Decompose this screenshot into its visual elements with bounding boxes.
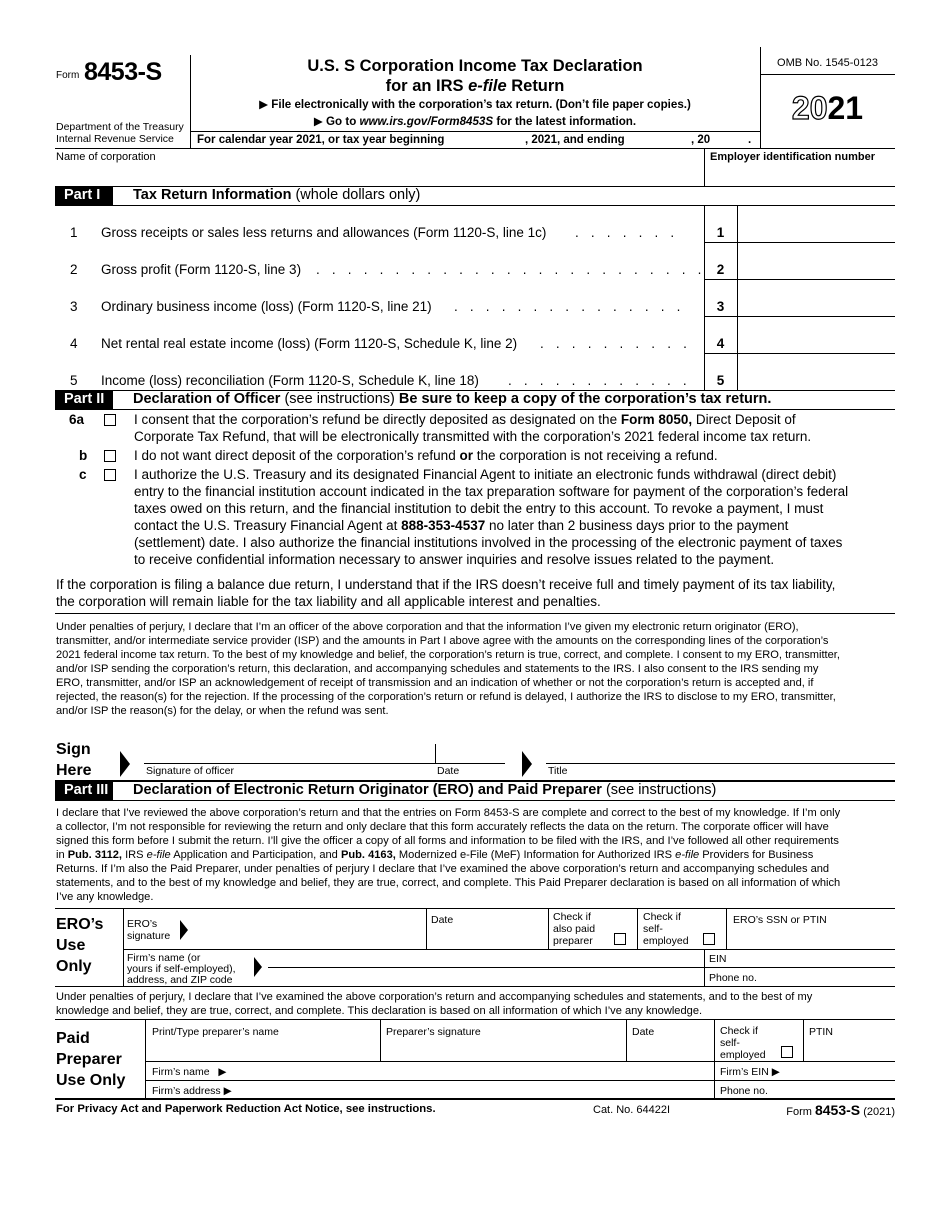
line-4-box: 4 bbox=[716, 336, 725, 351]
line-6a-text-2: Corporate Tax Refund, that will be electronically transmitted with the corporation’s 2021 federal income tax return. bbox=[134, 429, 812, 444]
line-6c-text-4: contact the U.S. Treasury Financial Agent at 888-353-4537 no later than 2 business days prior to the payment bbox=[134, 518, 789, 533]
corporation-name-field[interactable] bbox=[56, 164, 702, 186]
line-6c-label: c bbox=[79, 467, 87, 482]
perjury-officer-3: 2021 federal income tax return. To the best of my knowledge and belief, the corporation’s return is true, correct, and complete. I consent to my ERO, transmitter, bbox=[56, 649, 840, 661]
preparer-self-employed-checkbox[interactable] bbox=[781, 1046, 793, 1058]
ero-check-self-employed-1: Check if bbox=[643, 911, 681, 923]
line-6c-text-1: I authorize the U.S. Treasury and its designated Financial Agent to initiate an electronic funds withdrawal (direct debit) bbox=[134, 467, 837, 482]
preparer-check-self-employed-2: self- bbox=[720, 1037, 740, 1049]
preparer-check-self-employed-3: employed bbox=[720, 1049, 766, 1061]
ero-declaration-5: Returns. If I’m also the Paid Preparer, under penalties of perjury I declare that I’ve examined the above corporation’s return and accompanying schedules and bbox=[56, 863, 830, 875]
officer-date-field[interactable] bbox=[437, 744, 503, 763]
footer-form-id: Form 8453-S (2021) bbox=[786, 1102, 895, 1118]
line-2-amount[interactable] bbox=[740, 260, 892, 278]
catalog-number: Cat. No. 64422I bbox=[593, 1104, 671, 1116]
perjury-officer-6: rejected, the reason(s) for the rejection. If the processing of the corporation’s return or refund is delayed, I authorize the IRS to disclose to my ERO, transmitter, bbox=[56, 691, 836, 703]
firms-ein-field[interactable] bbox=[790, 1063, 893, 1079]
perjury-officer-5: ERO, transmitter, and/or ISP an acknowledgement of receipt of transmission and an indication of whether or not the corporation’s return is accepted and, if bbox=[56, 677, 814, 689]
ero-check-paid-preparer-1: Check if bbox=[553, 911, 591, 923]
perjury-officer-1: Under penalties of perjury, I declare that I’m an officer of the above corporation and that the information I’ve given my electronic return originator (ERO), bbox=[56, 621, 799, 633]
preparer-ptin-label: PTIN bbox=[809, 1026, 833, 1038]
perjury-preparer-2: knowledge and belief, they are true, correct, and complete. This declaration is based on all information of which I’ve any knowledge. bbox=[56, 1005, 703, 1017]
line-2-label: Gross profit (Form 1120-S, line 3) bbox=[101, 262, 302, 277]
ero-declaration-3: signed this form before I submit the return. I’ll give the officer a copy of all forms and information to be filed with the IRS, and I’ve followed all other requirements bbox=[56, 835, 839, 847]
firms-name-field[interactable] bbox=[220, 1063, 712, 1079]
ero-ein-label: EIN bbox=[709, 953, 727, 965]
title-arrow bbox=[522, 751, 532, 777]
part-1-title: Tax Return Information (whole dollars only) bbox=[133, 187, 421, 203]
ero-signature-label-1: ERO’s bbox=[127, 918, 158, 930]
ein-field[interactable] bbox=[706, 164, 895, 186]
line-3-box: 3 bbox=[716, 299, 725, 314]
officer-title-label: Title bbox=[548, 765, 568, 777]
omb-number: OMB No. 1545-0123 bbox=[777, 57, 878, 69]
ein-label: Employer identification number bbox=[710, 151, 876, 163]
preparer-signature-field[interactable] bbox=[382, 1040, 624, 1060]
checkbox-6b[interactable] bbox=[104, 450, 116, 462]
line-6c-text-3: taxes owed on this return, and the financial institution to debit the entry to this account. To revoke a payment, I must bbox=[134, 501, 824, 516]
line-6c-text-2: entry to the financial institution account indicated in the tax preparation software for payment of the corporation’s federal bbox=[134, 484, 849, 499]
calendar-year-label: For calendar year 2021, or tax year beginning bbox=[197, 134, 445, 146]
ero-self-employed-checkbox[interactable] bbox=[703, 933, 715, 945]
ero-check-paid-preparer-2: also paid bbox=[553, 923, 596, 935]
ero-firm-label-3: address, and ZIP code bbox=[127, 974, 233, 986]
instruction-1: ▶ File electronically with the corporation’s tax return. (Don’t file paper copies.) bbox=[259, 98, 691, 111]
part-2-tag: Part II bbox=[55, 390, 113, 409]
ero-declaration-4: in Pub. 3112, IRS e-file Application and Participation, and Pub. 4163, Modernized e-File (MeF) Information for Authorized IRS e-file Providers for Business bbox=[56, 849, 814, 861]
ero-signature-field[interactable] bbox=[194, 910, 424, 947]
form-number: 8453-S bbox=[84, 58, 162, 86]
line-6a-label: 6a bbox=[69, 412, 85, 427]
paid-preparer-3: Use Only bbox=[56, 1072, 126, 1089]
line-6a-text-1: I consent that the corporation’s refund be directly deposited as designated on the Form 8050, Direct Deposit of bbox=[134, 412, 796, 427]
part-3-title: Declaration of Electronic Return Originator (ERO) and Paid Preparer (see instructions) bbox=[133, 782, 717, 798]
line-5-number: 5 bbox=[70, 373, 78, 388]
sign-here-arrow bbox=[120, 751, 130, 777]
form-label: Form bbox=[56, 70, 80, 81]
line-1-number: 1 bbox=[70, 225, 78, 240]
ero-firm-name-field[interactable] bbox=[268, 951, 702, 966]
perjury-officer-4: and/or ISP sending the corporation’s return, this declaration, and accompanying schedules and statements to the IRS. I also consent to the IRS sending my bbox=[56, 663, 819, 675]
form-title-1: U.S. S Corporation Income Tax Declaration bbox=[307, 57, 643, 75]
ero-firm-arrow bbox=[254, 957, 262, 977]
checkbox-6a[interactable] bbox=[104, 414, 116, 426]
perjury-preparer-1: Under penalties of perjury, I declare that I’ve examined the above corporation’s return and accompanying schedules and statements, and to the best of my bbox=[56, 991, 813, 1003]
ero-phone-label: Phone no. bbox=[709, 972, 757, 984]
firms-address-field[interactable] bbox=[236, 1082, 712, 1097]
officer-title-field[interactable] bbox=[546, 744, 895, 763]
line-4-amount[interactable] bbox=[740, 334, 892, 352]
ero-signature-arrow bbox=[180, 920, 188, 940]
checkbox-6c[interactable] bbox=[104, 469, 116, 481]
line-4-label: Net rental real estate income (loss) (Form 1120-S, Schedule K, line 2) bbox=[101, 336, 518, 351]
ero-firm-address-field[interactable] bbox=[268, 969, 702, 985]
preparer-phone-field[interactable] bbox=[770, 1082, 893, 1097]
dept-treasury: Department of the Treasury bbox=[56, 121, 184, 133]
preparer-name-field[interactable] bbox=[148, 1040, 376, 1060]
firms-ein-label: Firm’s EIN ▶ bbox=[720, 1066, 780, 1078]
ero-phone-field[interactable] bbox=[760, 969, 893, 985]
line-5-box: 5 bbox=[716, 373, 725, 388]
preparer-signature-label: Preparer’s signature bbox=[386, 1026, 481, 1038]
privacy-notice: For Privacy Act and Paperwork Reduction Act Notice, see instructions. bbox=[56, 1103, 436, 1115]
line-6c-text-6: to receive confidential information necessary to answer inquiries and resolve issues related to the payment. bbox=[134, 552, 775, 567]
ero-check-self-employed-3: employed bbox=[643, 935, 689, 947]
ero-firm-label-2: yours if self-employed), bbox=[127, 963, 236, 975]
officer-signature-field[interactable] bbox=[144, 744, 432, 763]
paid-preparer-2: Preparer bbox=[56, 1051, 122, 1068]
corporation-name-label: Name of corporation bbox=[56, 151, 156, 163]
perjury-officer-2: transmitter, and/or intermediate service provider (ISP) and the amounts in Part I above agree with the amounts on the corresponding lines of the corporation’s bbox=[56, 635, 829, 647]
preparer-date-label: Date bbox=[632, 1026, 655, 1038]
line-6c-text-5: (settlement) date. I also authorize the financial institutions involved in the processing of the electronic payment of taxes bbox=[134, 535, 843, 550]
line-2-box: 2 bbox=[716, 262, 725, 277]
line-6b-text: I do not want direct deposit of the corporation’s refund or the corporation is not receiving a refund. bbox=[134, 448, 718, 463]
part-1-tag: Part I bbox=[55, 186, 113, 205]
preparer-name-label: Print/Type preparer’s name bbox=[152, 1026, 279, 1038]
ero-paid-preparer-checkbox[interactable] bbox=[614, 933, 626, 945]
preparer-check-self-employed-1: Check if bbox=[720, 1025, 758, 1037]
line-1-box: 1 bbox=[716, 225, 725, 240]
line-3-label: Ordinary business income (loss) (Form 1120-S, line 21) bbox=[101, 299, 432, 314]
ero-ssn-ptin-label: ERO’s SSN or PTIN bbox=[733, 914, 827, 926]
ero-date-field[interactable] bbox=[428, 926, 546, 947]
signature-of-officer-label: Signature of officer bbox=[146, 765, 234, 777]
instruction-2: ▶ Go to www.irs.gov/Form8453S for the latest information. bbox=[313, 115, 637, 128]
line-3-amount[interactable] bbox=[740, 297, 892, 315]
ero-firm-label-1: Firm’s name (or bbox=[127, 952, 201, 964]
line-5-amount[interactable] bbox=[740, 371, 892, 389]
calendar-year-ending: , 2021, and ending bbox=[525, 134, 625, 146]
balance-due-text-1: If the corporation is filing a balance due return, I understand that if the IRS doesn’t receive full and timely payment of its tax liability, bbox=[56, 577, 836, 592]
line-6b-label: b bbox=[79, 448, 88, 463]
ero-use-only-3: Only bbox=[56, 958, 92, 975]
tax-year: 2021 bbox=[791, 90, 864, 126]
line-4-number: 4 bbox=[70, 336, 78, 351]
line-1-label: Gross receipts or sales less returns and allowances (Form 1120-S, line 1c) bbox=[101, 225, 547, 240]
ero-check-self-employed-2: self- bbox=[643, 923, 663, 935]
part-2-title: Declaration of Officer (see instructions) Be sure to keep a copy of the corporation’s tax return. bbox=[133, 391, 772, 407]
here-label: Here bbox=[56, 762, 92, 779]
line-1-amount[interactable] bbox=[740, 223, 892, 241]
preparer-date-field[interactable] bbox=[628, 1040, 712, 1060]
ero-ein-field[interactable] bbox=[730, 951, 893, 966]
preparer-ptin-field[interactable] bbox=[805, 1040, 893, 1060]
firms-address-label: Firm’s address ▶ bbox=[152, 1085, 232, 1097]
irs-label: Internal Revenue Service bbox=[56, 133, 174, 145]
ero-declaration-2: a collector, I’m not responsible for reviewing the return and only declare that this form accurately reflects the data on the return. The corporate officer will have bbox=[56, 821, 829, 833]
line-5-label: Income (loss) reconciliation (Form 1120-S, Schedule K, line 18) bbox=[101, 373, 479, 388]
ero-use-only-1: ERO’s bbox=[56, 916, 104, 933]
ero-declaration-1: I declare that I’ve reviewed the above corporation’s return and that the entries on Form 8453-S are complete and correct to the best of my knowledge. If I’m only bbox=[56, 807, 841, 819]
ero-declaration-6: statements, and to the best of my knowledge and belief, they are true, correct, and complete. This Paid Preparer declaration is based on all information of which bbox=[56, 877, 841, 889]
ero-use-only-2: Use bbox=[56, 937, 86, 954]
paid-preparer-1: Paid bbox=[56, 1030, 90, 1047]
line-3-number: 3 bbox=[70, 299, 78, 314]
officer-date-label: Date bbox=[437, 765, 460, 777]
calendar-year-20: , 20 bbox=[691, 134, 711, 146]
ero-declaration-7: I’ve any knowledge. bbox=[56, 891, 154, 903]
ero-signature-label-2: signature bbox=[127, 930, 171, 942]
ero-ssn-ptin-field[interactable] bbox=[728, 928, 895, 947]
ero-check-paid-preparer-3: preparer bbox=[553, 935, 593, 947]
preparer-phone-label: Phone no. bbox=[720, 1085, 768, 1097]
perjury-officer-7: and/or ISP the reason(s) for the delay, or when the refund was sent. bbox=[56, 705, 389, 717]
line-2-number: 2 bbox=[70, 262, 78, 277]
balance-due-text-2: the corporation will remain liable for the tax liability and all applicable interest and penalties. bbox=[56, 594, 601, 609]
form-title-2: for an IRS e-file Return bbox=[385, 77, 565, 95]
sign-label: Sign bbox=[56, 741, 91, 758]
firms-name-label: Firm’s name ▶ bbox=[152, 1066, 227, 1078]
ero-date-label: Date bbox=[431, 914, 454, 926]
part-3-tag: Part III bbox=[55, 781, 113, 800]
